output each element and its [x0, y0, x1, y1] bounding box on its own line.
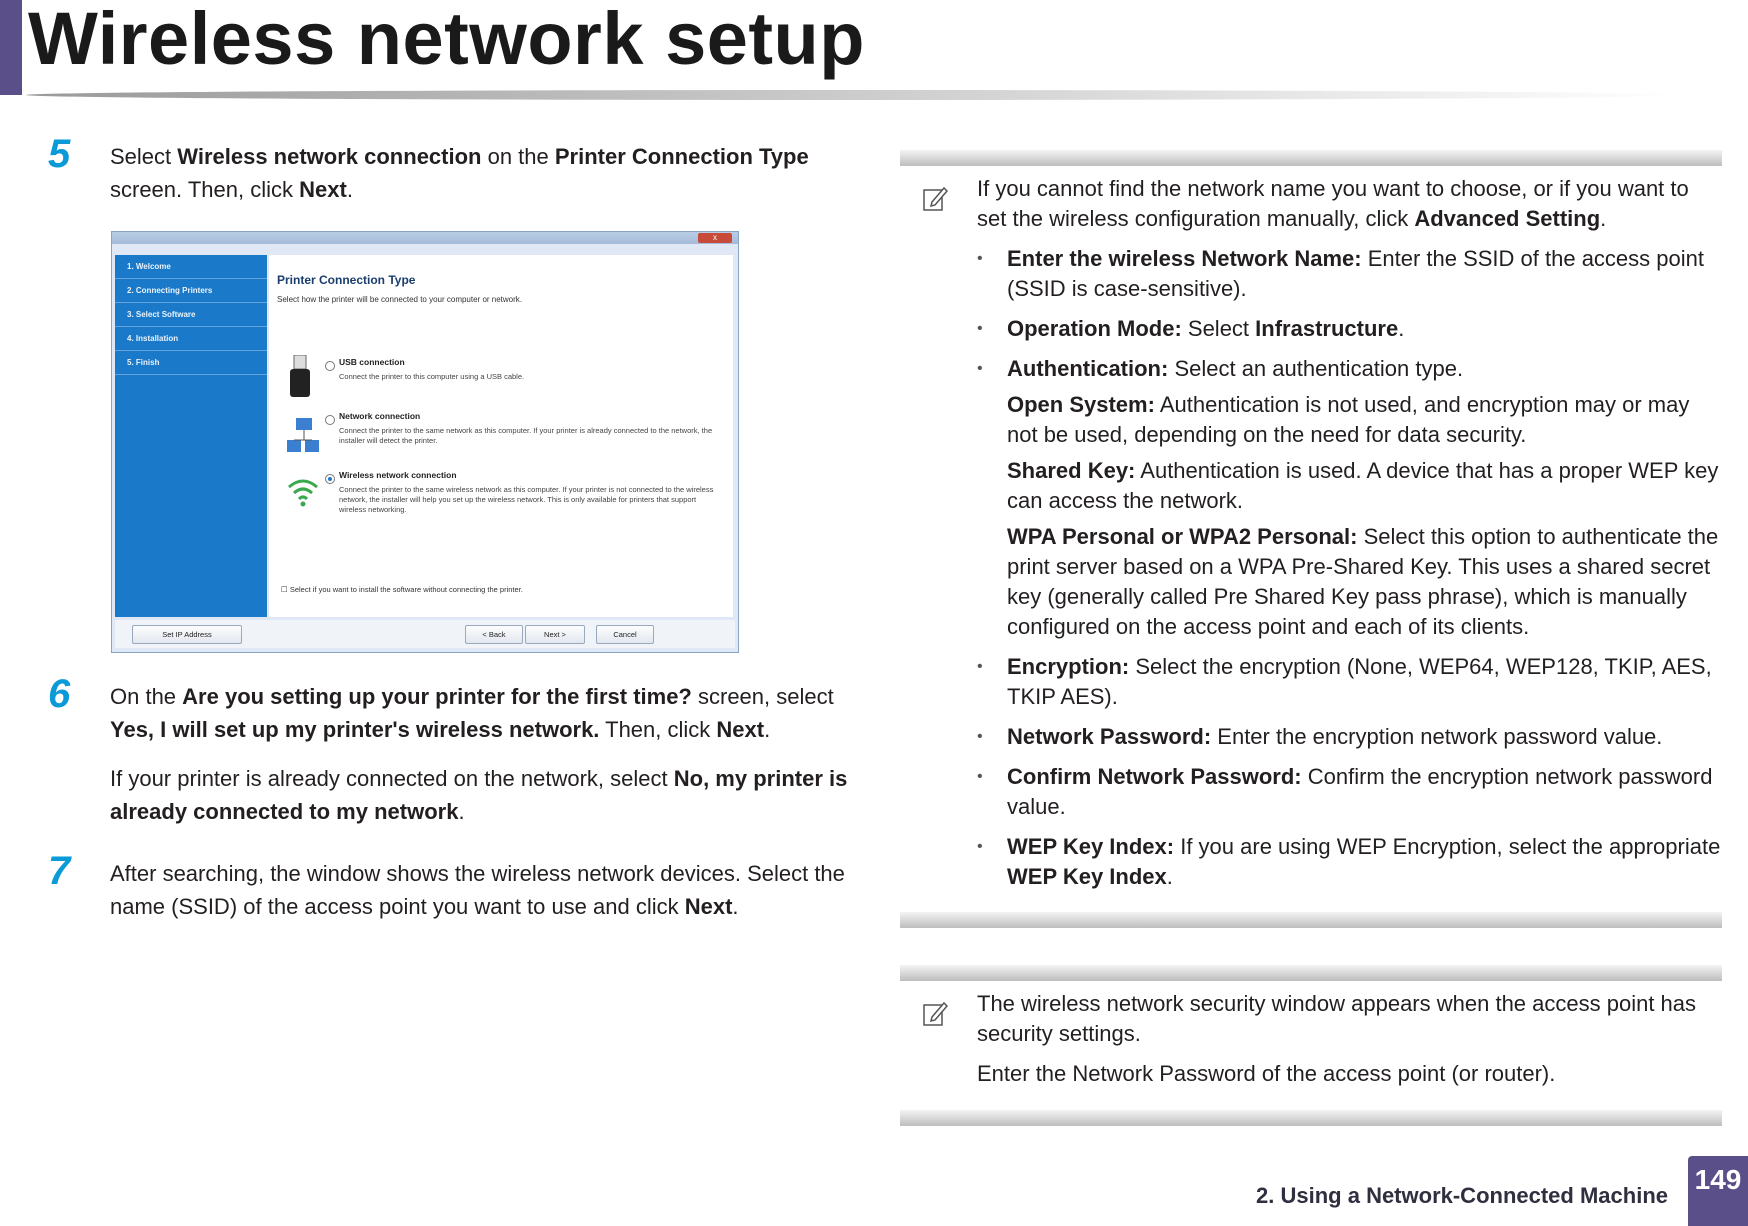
note-top-bar [900, 965, 1722, 981]
pencil-icon [922, 999, 950, 1027]
sidebar-item: 2. Connecting Printers [115, 279, 267, 303]
installer-sidebar [115, 255, 267, 617]
sidebar-item: 3. Select Software [115, 303, 267, 327]
header-accent-bar [0, 0, 22, 95]
auth-shared-key: Shared Key: Authentication is used. A device that has a proper WEP key can access the network. [1007, 458, 1719, 513]
note-body [977, 989, 1722, 1099]
back-button: < Back [465, 625, 523, 644]
wireless-radio [325, 474, 335, 484]
bullet-network-name: • Enter the wireless Network Name: Enter the SSID of the access point (SSID is case-sensitive). [977, 244, 1722, 304]
installer-subtitle: Select how the printer will be connected to your computer or network. [277, 295, 523, 304]
step-5 [48, 132, 858, 206]
cancel-button: Cancel [596, 625, 654, 644]
set-ip-address-button: Set IP Address [132, 625, 242, 644]
sidebar-item: 4. Installation [115, 327, 267, 351]
step-text-secondary: If your printer is already connected on the network, select No, my printer is already connected to my network. [110, 766, 848, 824]
step-6 [48, 672, 858, 828]
note-bottom-bar [900, 1110, 1722, 1126]
bullet-operation-mode: • Operation Mode: Select Infrastructure. [977, 314, 1722, 344]
page-number: 149 [1688, 1156, 1748, 1226]
bullet-confirm-password: • Confirm Network Password: Confirm the encryption network password value. [977, 762, 1722, 822]
step-number: 5 [48, 132, 71, 176]
pencil-icon [922, 184, 950, 212]
footer-chapter: 2. Using a Network-Connected Machine [1256, 1183, 1668, 1208]
note-paragraph: Enter the Network Password of the access point (or router). [977, 1061, 1556, 1086]
close-icon: x [698, 233, 732, 243]
step-text: On the Are you setting up your printer for the first time? screen, select Yes, I will set up my printer's wireless network. Then, click Next. [110, 684, 834, 742]
bullet-wep-key-index: • WEP Key Index: If you are using WEP Encryption, select the appropriate WEP Key Index. [977, 832, 1722, 892]
note-top-bar [900, 150, 1722, 166]
usb-icon [287, 355, 313, 399]
bullet-encryption: • Encryption: Select the encryption (None, WEP64, WEP128, TKIP, AES, TKIP AES). [977, 652, 1722, 712]
installer-title: Printer Connection Type [277, 273, 416, 287]
auth-wpa-personal: WPA Personal or WPA2 Personal: Select this option to authenticate the print server based on a WPA Pre-Shared Key. This uses a shared secret key (generally called Pre Shared Key pass phrase), which is manually configured on the access point and each of its clients. [1007, 524, 1719, 639]
auth-open-system: Open System: Authentication is not used, and encryption may or may not be used, depending on the need for data security. [1007, 392, 1690, 447]
usb-radio [325, 361, 335, 371]
installer-content [269, 255, 733, 617]
option-wireless: Wireless network connection Connect the printer to the same wireless network as this computer. If your printer is not connected to the wireless network, the installer will help you set up the wireless network. This is only available for printers that support wireless networking. [339, 470, 714, 514]
note-body [977, 174, 1722, 892]
note-intro: If you cannot find the network name you want to choose, or if you want to set the wireless configuration manually, click Advanced Setting. [977, 176, 1689, 231]
step-text: After searching, the window shows the wireless network devices. Select the name (SSID) of the access point you want to use and click Next. [110, 861, 845, 919]
window-titlebar [112, 232, 738, 244]
network-radio [325, 415, 335, 425]
installer-button-bar [115, 620, 735, 648]
bullet-network-password: • Network Password: Enter the encryption network password value. [977, 722, 1722, 752]
option-network: Network connection Connect the printer to the same network as this computer. If your printer is already connected to the network, the installer will detect the printer. [339, 411, 713, 445]
step-number: 6 [48, 672, 71, 716]
bullet-authentication: • Authentication: Select an authentication type. [977, 354, 1722, 384]
sidebar-item: 5. Finish [115, 351, 267, 375]
page-title: Wireless network setup [28, 0, 865, 80]
title-divider [26, 90, 1686, 100]
note-paragraph: The wireless network security window appears when the access point has security settings. [977, 991, 1697, 1046]
option-usb: USB connection Connect the printer to this computer using a USB cable. [339, 357, 525, 381]
wireless-icon [287, 477, 319, 507]
step-number: 7 [48, 849, 71, 893]
step-text: Select Wireless network connection on the Printer Connection Type screen. Then, click Next. [110, 144, 809, 202]
install-without-connecting-checkbox: ☐ Select if you want to install the software without connecting the printer. [281, 585, 523, 594]
next-button: Next > [525, 625, 585, 644]
note-bottom-bar [900, 912, 1722, 928]
network-icon [287, 418, 321, 456]
installer-screenshot [111, 231, 739, 653]
step-7 [48, 849, 858, 923]
sidebar-item: 1. Welcome [115, 255, 267, 279]
